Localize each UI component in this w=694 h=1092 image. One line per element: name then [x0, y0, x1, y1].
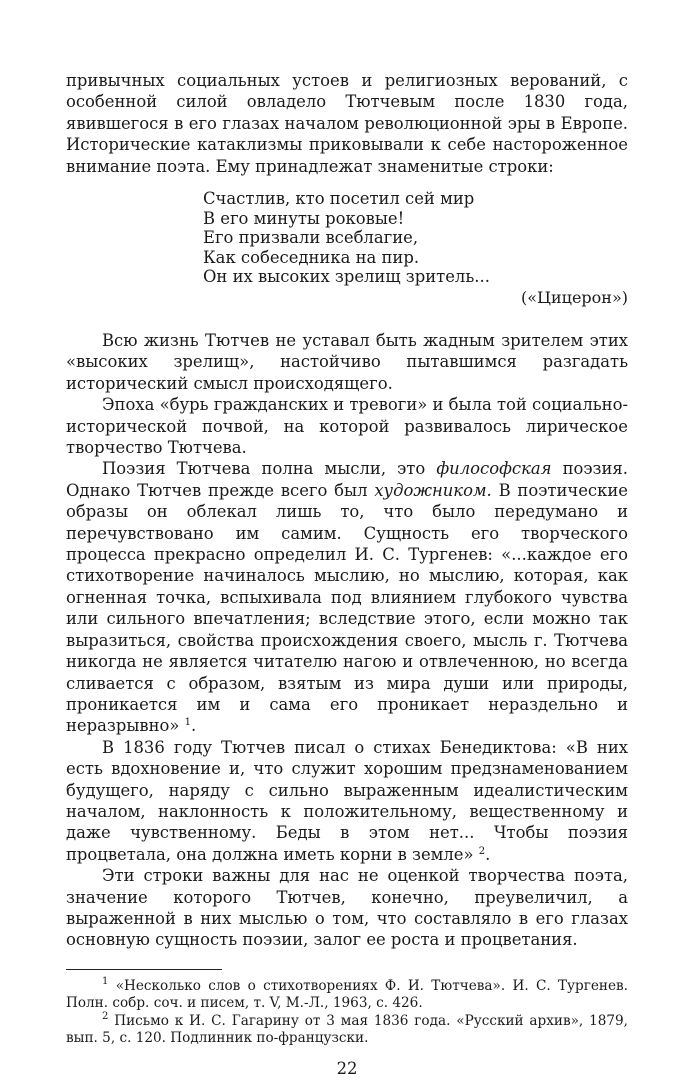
- poem-line: Его призвали всеблагие,: [203, 228, 419, 248]
- footnote-2: [66, 1010, 629, 1048]
- poem-line: Он их высоких зрелищ зритель...: [203, 267, 490, 287]
- page-body: [66, 70, 628, 1079]
- emphasis-philosophical: философская: [436, 459, 552, 479]
- footnote-divider: [66, 969, 222, 970]
- poem-line: В его минуты роковые!: [203, 208, 405, 228]
- footnote-text: Письмо к И. С. Гагарину от 3 мая 1836 года. «Русский архив», 1879, вып. 5, с. 120. Подлинник по-французски.: [66, 1012, 629, 1046]
- poem-source: («Цицерон»): [521, 288, 628, 307]
- paragraph-epoch: Эпоха «бурь гражданских и тревоги» и была той социально-исторической почвой, на которой развивалось лирическое творчество Тютчева.: [66, 395, 628, 458]
- poem-quote: [203, 189, 628, 308]
- text-run: В поэтические образы он облекал лишь то, что было передумано и перечувствовано им самим. Сущность его творческого процесса прекрасно определил И. С. Тургенев: «...каждое его стихотворение начиналось мыслию, но мыслию, которая, как огненная точка, вспыхивала под влиянием глубокого чувства или сильного впечатления; вследствие этого, если можно так выразиться, свойства происхождения своего, мысль г. Тютчева никогда не является читателю нагою и отвлеченною, но всегда сливается с образом, взятым из мира души или природы, проникается им и сама его проникает нераздельно и неразрывно»: [66, 480, 628, 736]
- footnote-text: «Несколько слов о стихотворениях Ф. И. Тютчева». И. С. Тургенев. Полн. собр. соч. и писем, т. V, М.-Л., 1963, с. 426.: [66, 977, 628, 1012]
- page-number: 22: [336, 1059, 358, 1079]
- paragraph-philosophy: [66, 458, 628, 736]
- paragraph-conclusion: Эти строки важны для нас не оценкой творчества поэта, значение которого Тютчев, конечно, преувеличил, а выраженной в них мыслью о том, что составляло в его глазах основную сущность поэзии, залог ее роста и процветания.: [66, 866, 628, 950]
- text-run: .: [191, 716, 197, 736]
- spacer: [66, 308, 628, 330]
- footnote-ref-2: 2: [478, 845, 486, 857]
- emphasis-artist: художником.: [374, 480, 492, 500]
- footnote-ref-1: 1: [184, 717, 192, 729]
- paragraph-spectator: Всю жизнь Тютчев не уставал быть жадным зрителем этих «высоких зрелищ», настойчиво пытавшимся разгадать исторический смысл происходящего.: [66, 331, 628, 393]
- footnote-mark: 2: [102, 1010, 109, 1022]
- poem-line: Как собеседника на пир.: [203, 247, 420, 267]
- text-run: поэзия. Однако Тютчев прежде всего был: [66, 459, 628, 500]
- paragraph-benediktov: [66, 737, 628, 865]
- text-run: Поэзия Тютчева полна мысли, это: [102, 459, 437, 479]
- text-run: В 1836 году Тютчев писал о стихах Бенедиктова: «В них есть вдохновение и, что служит хорошим предзнаменованием будущего, наряду с сильно выраженным идеалистическим началом, наклонность к положительному, вещественному и даже чувственному. Беды в этом нет... Чтобы поэзия процветала, она должна иметь корни в земле»: [66, 737, 628, 864]
- footnote-1: [66, 975, 628, 1013]
- text-run: .: [485, 844, 491, 864]
- footnote-mark: 1: [102, 975, 109, 987]
- paragraph-continuation: привычных социальных устоев и религиозных верований, с особенной силой овладело Тютчевым после 1830 года, явившегося в его глазах началом революционной эры в Европе. Исторические катаклизмы приковывали к себе настороженное внимание поэта. Ему принадлежат знаменитые строки:: [66, 71, 628, 176]
- poem-line: Счастлив, кто посетил сей мир: [203, 189, 475, 209]
